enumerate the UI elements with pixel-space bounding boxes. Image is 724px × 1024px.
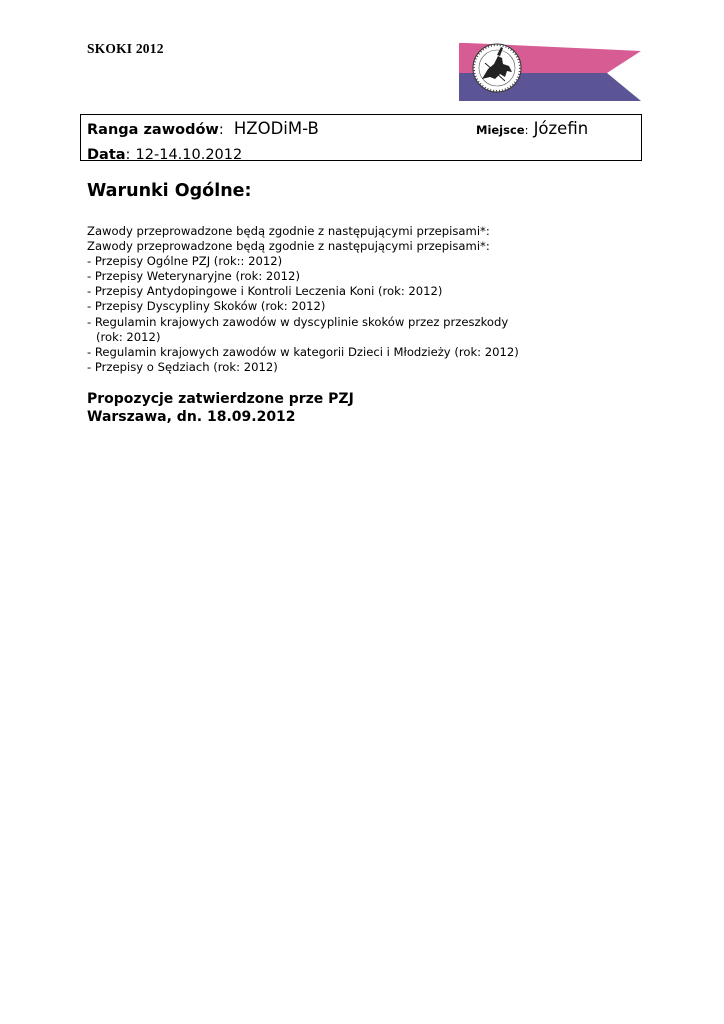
list-item: Zawody przeprowadzone będą zgodnie z następującymi przepisami*: [87, 239, 490, 254]
federation-flag-logo [457, 41, 641, 103]
regulations-list [87, 224, 557, 375]
list-item: - Przepisy Ogólne PZJ (rok:: 2012) [87, 254, 283, 269]
list-item: - Regulamin krajowych zawodów w dyscyplinie skoków przez przeszkody [87, 314, 509, 329]
competition-rank-row [87, 119, 319, 138]
document-header-title: SKOKI 2012 [87, 41, 164, 56]
list-item: - Przepisy Weterynaryjne (rok: 2012) [87, 269, 300, 284]
rank-colon: : [218, 122, 224, 138]
list-item: - Przepisy o Sędziach (rok: 2012) [87, 359, 278, 374]
list-item: - Przepisy Antydopingowe i Kontroli Leczenia Koni (rok: 2012) [87, 284, 443, 299]
place-colon: : [524, 123, 529, 137]
date-colon: : [125, 147, 131, 163]
list-item: Zawody przeprowadzone będą zgodnie z następującymi przepisami*: [87, 224, 490, 238]
competition-info-box [80, 114, 642, 161]
competition-rank-value: HZODiM-B [233, 119, 319, 138]
knight-on-horse-emblem [473, 44, 521, 92]
competition-place-value: Józefin [533, 119, 589, 138]
section-heading: Warunki Ogólne: [87, 181, 252, 201]
list-item: - Regulamin krajowych zawodów w kategorii Dzieci i Młodzieży (rok: 2012) [87, 344, 519, 359]
competition-date-label: Data [87, 147, 126, 163]
competition-date-row [87, 144, 242, 163]
competition-date-value: 12-14.10.2012 [135, 147, 243, 163]
approval-note [87, 391, 354, 426]
competition-rank-label: Ranga zawodów [87, 122, 219, 138]
approval-line: Propozycje zatwierdzone prze PZJ [87, 391, 354, 407]
approval-date-line: Warszawa, dn. 18.09.2012 [87, 408, 296, 425]
list-item: - Przepisy Dyscypliny Skoków (rok: 2012) [87, 299, 326, 314]
list-item-continuation: (rok: 2012) [96, 329, 161, 344]
competition-place-row [476, 119, 588, 138]
competition-place-label: Miejsce [476, 123, 525, 137]
